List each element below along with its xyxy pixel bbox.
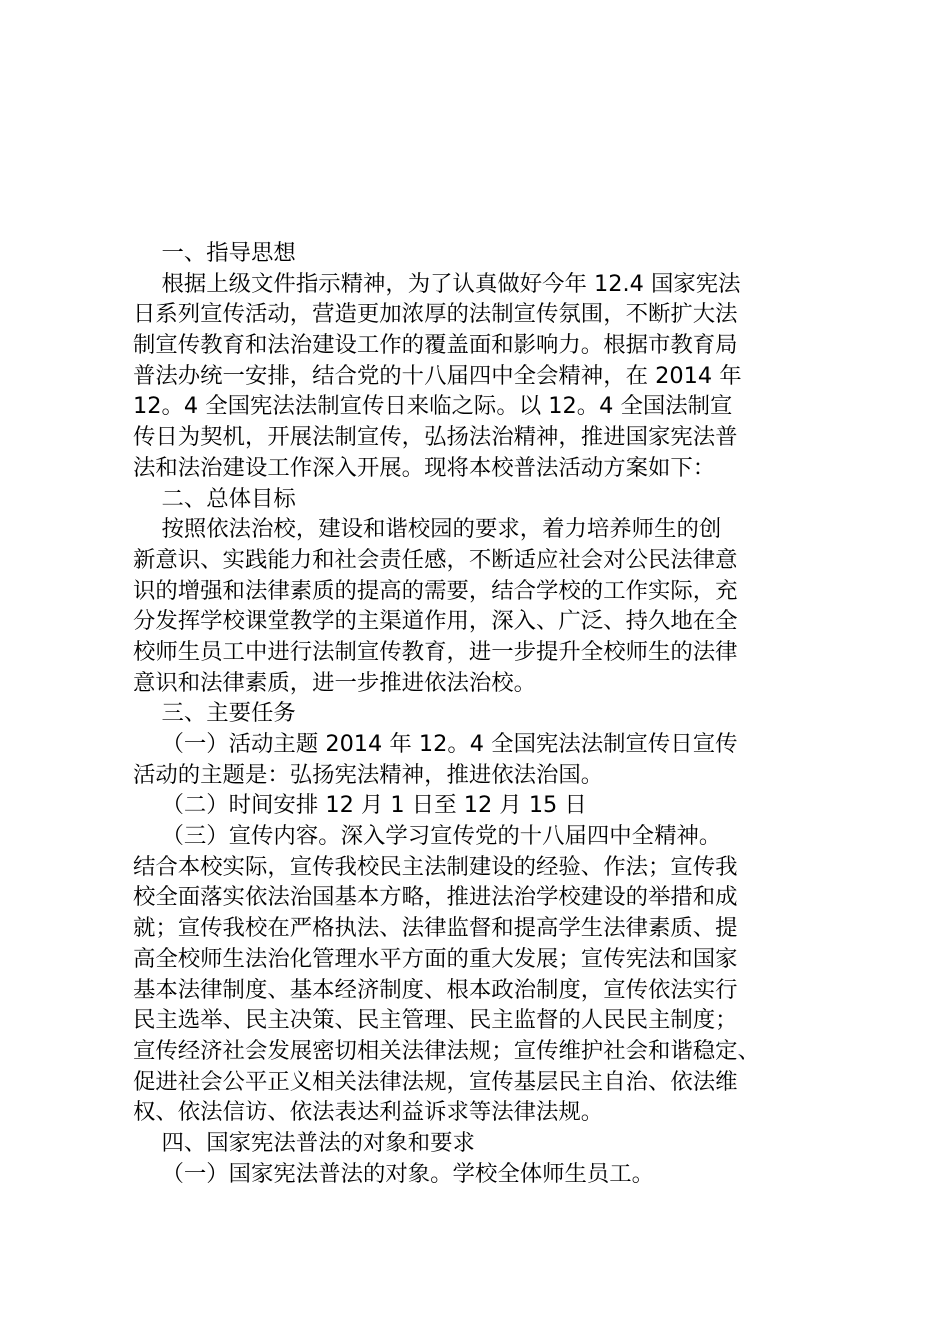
paragraph-line: 12。4 全国宪法法制宣传日来临之际。以 12。4 全国法制宣 — [133, 393, 733, 420]
paragraph-line: （一）活动主题 2014 年 12。4 全国宪法法制宣传日宣传 — [133, 731, 738, 757]
paragraph-line: 基本法律制度、基本经济制度、根本政治制度，宣传依法实行 — [133, 976, 738, 1003]
paragraph-line: 高全校师生法治化管理水平方面的重大发展；宣传宪法和国家 — [133, 945, 738, 972]
paragraph-line: 新意识、实践能力和社会责任感，不断适应社会对公民法律意 — [133, 546, 738, 573]
paragraph-line: 促进社会公平正义相关法律法规，宣传基层民主自治、依法维 — [133, 1068, 738, 1095]
paragraph-line: 普法办统一安排，结合党的十八届四中全会精神，在 2014 年 — [133, 362, 742, 389]
section-heading-guiding-ideology: 一、指导思想 — [133, 240, 296, 266]
paragraph-line: 按照依法治校，建设和谐校园的要求，着力培养师生的创 — [133, 516, 722, 543]
paragraph-line: 意识和法律素质，进一步推进依法治校。 — [133, 669, 537, 696]
paragraph-line: 就；宣传我校在严格执法、法律监督和提高学生法律素质、提 — [133, 915, 738, 942]
paragraph-line: 校师生员工中进行法制宣传教育，进一步提升全校师生的法律 — [133, 638, 738, 665]
paragraph-line: 宣传经济社会发展密切相关法律法规；宣传维护社会和谐稳定、 — [133, 1037, 760, 1064]
paragraph-line: （三）宣传内容。深入学习宣传党的十八届四中全精神。 — [133, 823, 722, 850]
document-body — [133, 238, 833, 1189]
paragraph-line: 法和法治建设工作深入开展。现将本校普法活动方案如下： — [133, 454, 716, 481]
section-heading-overall-goal: 二、总体目标 — [133, 485, 296, 512]
paragraph-line: 根据上级文件指示精神，为了认真做好今年 12.4 国家宪法 — [133, 270, 741, 297]
paragraph-line: 日系列宣传活动，营造更加浓厚的法制宣传氛围，不断扩大法 — [133, 301, 738, 328]
paragraph-line: 活动的主题是：弘扬宪法精神，推进依法治国。 — [133, 761, 604, 788]
paragraph-line: （一）国家宪法普法的对象。学校全体师生员工。 — [133, 1160, 655, 1187]
paragraph-line: 传日为契机，开展法制宣传，弘扬法治精神，推进国家宪法普 — [133, 424, 738, 451]
paragraph-line: 分发挥学校课堂教学的主渠道作用，深入、广泛、持久地在全 — [133, 608, 738, 635]
paragraph-line: 权、依法信访、依法表达利益诉求等法律法规。 — [133, 1099, 604, 1126]
section-heading-targets-requirements: 四、国家宪法普法的对象和要求 — [133, 1129, 475, 1156]
paragraph-line: 校全面落实依法治国基本方略，推进法治学校建设的举措和成 — [133, 884, 738, 911]
paragraph-line: 结合本校实际，宣传我校民主法制建设的经验、作法；宣传我 — [133, 853, 738, 880]
paragraph-line: 制宣传教育和法治建设工作的覆盖面和影响力。根据市教育局 — [133, 332, 738, 359]
paragraph-line: 识的增强和法律素质的提高的需要，结合学校的工作实际，充 — [133, 577, 738, 604]
paragraph-line: （二）时间安排 12 月 1 日至 12 月 15 日 — [133, 792, 587, 819]
section-heading-main-tasks: 三、主要任务 — [133, 700, 296, 727]
paragraph-line: 民主选举、民主决策、民主管理、民主监督的人民民主制度； — [133, 1007, 738, 1034]
